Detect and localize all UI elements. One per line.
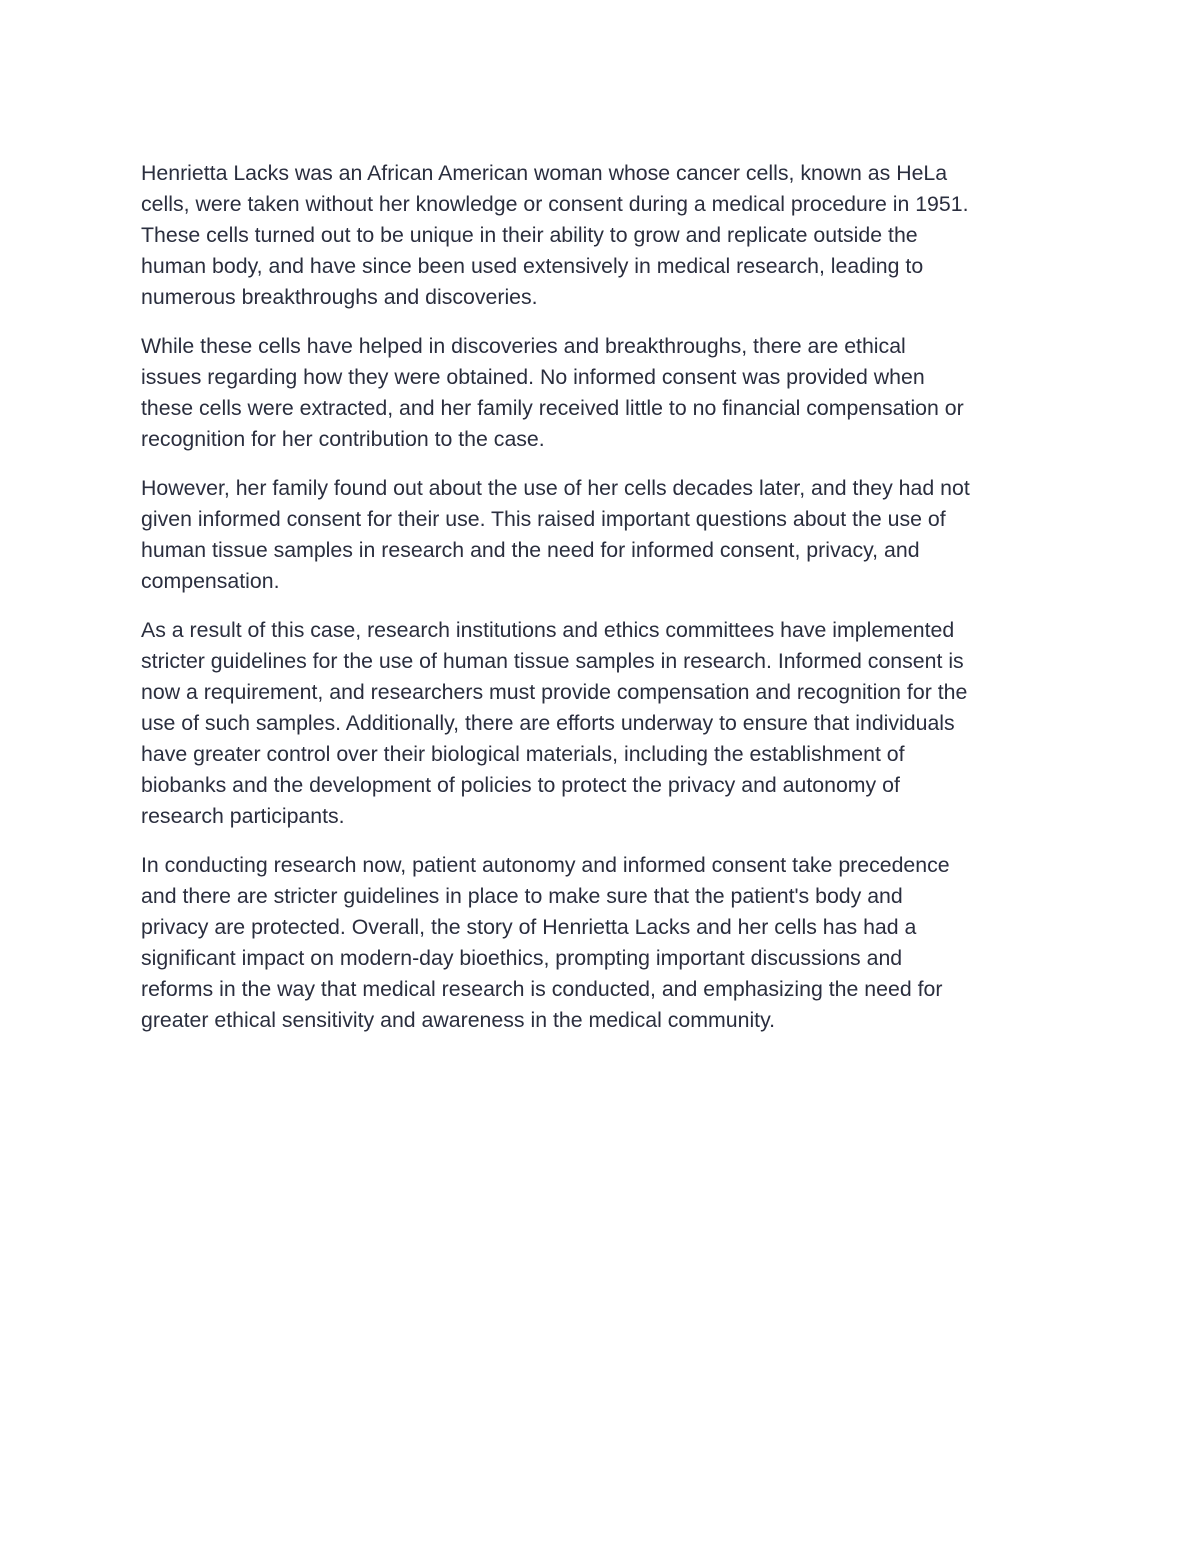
text-line: These cells turned out to be unique in their ability to grow and replicate outside the (141, 223, 918, 247)
text-line: However, her family found out about the use of her cells decades later, and they had not (141, 476, 970, 500)
text-line: As a result of this case, research institutions and ethics committees have implemented (141, 618, 955, 642)
text-line: have greater control over their biological materials, including the establishment of (141, 742, 905, 766)
text-line: given informed consent for their use. This raised important questions about the use of (141, 507, 946, 531)
text-line: now a requirement, and researchers must provide compensation and recognition for the (141, 680, 968, 704)
paragraph-4 (141, 615, 1063, 832)
text-line: research participants. (141, 804, 345, 828)
paragraph-2 (141, 331, 1063, 455)
text-line: privacy are protected. Overall, the story of Henrietta Lacks and her cells has had a (141, 915, 917, 939)
text-line: reforms in the way that medical research is conducted, and emphasizing the need for (141, 977, 943, 1001)
paragraph-1 (141, 158, 1063, 313)
text-line: these cells were extracted, and her family received little to no financial compensation or (141, 396, 964, 420)
paragraph-5 (141, 850, 1063, 1036)
text-line: stricter guidelines for the use of human tissue samples in research. Informed consent is (141, 649, 964, 673)
text-line: human body, and have since been used extensively in medical research, leading to (141, 254, 924, 278)
text-line: significant impact on modern-day bioethics, prompting important discussions and (141, 946, 903, 970)
document-body (141, 158, 1063, 1054)
text-line: compensation. (141, 569, 280, 593)
text-line: biobanks and the development of policies to protect the privacy and autonomy of (141, 773, 900, 797)
text-line: In conducting research now, patient autonomy and informed consent take precedence (141, 853, 950, 877)
paragraph-3 (141, 473, 1063, 597)
text-line: cells, were taken without her knowledge or consent during a medical procedure in 1951. (141, 192, 969, 216)
text-line: While these cells have helped in discoveries and breakthroughs, there are ethical (141, 334, 906, 358)
text-line: Henrietta Lacks was an African American woman whose cancer cells, known as HeLa (141, 161, 948, 185)
text-line: and there are stricter guidelines in place to make sure that the patient's body and (141, 884, 903, 908)
text-line: greater ethical sensitivity and awareness in the medical community. (141, 1008, 776, 1032)
text-line: use of such samples. Additionally, there are efforts underway to ensure that individuals (141, 711, 955, 735)
text-line: recognition for her contribution to the case. (141, 427, 545, 451)
text-line: human tissue samples in research and the need for informed consent, privacy, and (141, 538, 920, 562)
text-line: numerous breakthroughs and discoveries. (141, 285, 538, 309)
text-line: issues regarding how they were obtained. No informed consent was provided when (141, 365, 925, 389)
